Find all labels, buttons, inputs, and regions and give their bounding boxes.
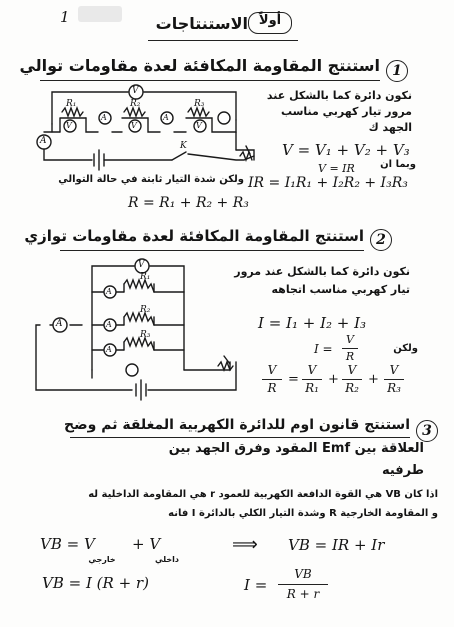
fraction-bar xyxy=(342,379,362,380)
circuit2-meter-label: A xyxy=(106,287,112,296)
section1-note-line1: نكون دائرة كما بالشكل عند xyxy=(266,89,412,102)
equals-sign: = xyxy=(288,372,299,387)
implies-arrow: ⟹ xyxy=(232,534,258,555)
circuit1-meter-label: V xyxy=(66,121,72,130)
section3-eq1-sub2: داخلي xyxy=(155,555,179,564)
section2-and-label: ولكن xyxy=(393,343,418,354)
circuit1-resistor-label: R₁ xyxy=(66,99,77,109)
section2-eq-i-num: V xyxy=(346,333,354,346)
section2-note-line1: نكون دائرة كما بالشكل عند مرور xyxy=(234,265,410,278)
fraction-bar xyxy=(278,584,328,585)
section2-eq2-den: R₃ xyxy=(387,381,401,395)
section3-heading-line2: العلاقة بين Emf المقود وفرق الجهد بين xyxy=(168,441,424,456)
section2-eq-i-lhs: I = xyxy=(314,342,333,356)
section3-eq1-left: VB = V xyxy=(40,535,95,553)
section2-eq2-den: R₂ xyxy=(345,381,359,395)
section3-underline xyxy=(70,437,410,438)
section3-eq1-right: VB = IR + Ir xyxy=(288,536,385,554)
section1-const-note: ولكن شدة التيار ثابتة في حالة التوالي xyxy=(58,174,244,185)
section1-eq3: R = R₁ + R₂ + R₃ xyxy=(128,195,249,211)
section3-number: 3 xyxy=(422,423,432,439)
section2-number: 2 xyxy=(376,232,386,248)
section3-eq2-num: VB xyxy=(294,567,312,581)
section2-note-line2: تيار كهربي مناسب اتجاهه xyxy=(271,283,410,296)
section2-heading: استنتج المقاومة المكافئة لعدة مقاومات توازي xyxy=(24,227,364,245)
section1-number: 1 xyxy=(392,63,402,79)
header-subtitle: الاستنتاجات xyxy=(155,14,248,33)
circuit1-key-label: K xyxy=(180,141,187,151)
section2-eq2-num: V xyxy=(307,363,317,377)
fraction-bar xyxy=(262,379,282,380)
section3-eq2-den: R + r xyxy=(286,587,320,601)
section1-eq-v: V = IR xyxy=(318,162,355,175)
section3-eq2-left: VB = I (R + r) xyxy=(42,574,149,592)
circuit2-meter-label: A xyxy=(56,319,63,329)
section2-eq2-num: V xyxy=(347,363,357,377)
section2-eq2-num: V xyxy=(389,363,399,377)
circuit1-resistor-label: R₂ xyxy=(130,99,141,109)
section3-heading-line1: استنتج قانون اوم للدائرة الكهربية المغلقة ثم وضح xyxy=(64,417,410,433)
section2-eq2-num: V xyxy=(267,363,277,377)
section3-eq1-sub1: خارجي xyxy=(88,555,116,564)
section3-number-circle xyxy=(416,420,438,442)
section1-eq2: IR = I₁R₁ + I₂R₂ + I₃R₃ xyxy=(248,175,408,191)
section1-note-line3: الجهد ك xyxy=(368,121,412,134)
section2-eq-i-den: R xyxy=(345,350,355,363)
fraction-bar xyxy=(384,379,404,380)
circuit2-resistor-label: R₂ xyxy=(140,305,151,315)
section3-text-line2: و المقاومة الخارجية R وشدة التيار الكلي بالدائرة I فانه xyxy=(168,508,438,519)
section3-text-line1: اذا كان VB هي القوة الدافعة الكهربية للعمود r هي المقاومة الداخلية له xyxy=(88,489,438,500)
section3-eq2-lhs: I = xyxy=(244,576,268,594)
circuit1-meter-label: V xyxy=(131,121,137,130)
section2-eq2-den: R xyxy=(267,381,277,395)
plus-sign: + xyxy=(368,372,379,387)
section1-and-label: وبما ان xyxy=(380,159,416,170)
section1-eq1: V = V₁ + V₂ + V₃ xyxy=(282,141,410,159)
circuit1-meter-label: A xyxy=(101,113,107,122)
circuit1-meter-label: A xyxy=(163,113,169,122)
page-number: 1 xyxy=(60,8,70,26)
section2-eq2-den: R₁ xyxy=(305,381,319,395)
circuit1-resistor-label: R₃ xyxy=(194,99,205,109)
circuit2-meter-label: A xyxy=(106,320,112,329)
fraction-bar xyxy=(302,379,322,380)
circuit1-meter-label: V xyxy=(132,86,139,96)
circuit1-meter-label: V xyxy=(196,121,202,130)
section1-heading: استنتج المقاومة المكافئة لعدة مقاومات توالي xyxy=(19,56,380,75)
circuit2-resistor-label: R₁ xyxy=(140,272,151,282)
section1-note-line2: مرور تيار كهربي مناسب xyxy=(280,105,412,118)
circuit2-resistor-label: R₃ xyxy=(140,330,151,340)
circuit2-meter-label: V xyxy=(138,260,145,270)
section3-eq1-plus: + V xyxy=(132,535,161,553)
section2-eq1: I = I₁ + I₂ + I₃ xyxy=(258,314,367,332)
circuit1-meter-label: A xyxy=(40,136,47,146)
circuit2-meter-label: A xyxy=(106,345,112,354)
section3-heading-line3: طرفيه xyxy=(381,463,424,478)
header-title: أولاً xyxy=(258,13,282,28)
plus-sign: + xyxy=(328,372,339,387)
fraction-bar xyxy=(342,348,358,349)
